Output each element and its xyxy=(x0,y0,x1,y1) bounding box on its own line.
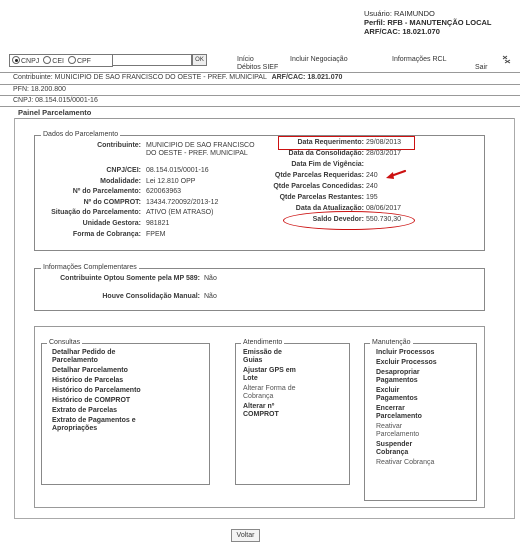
document-number-input[interactable] xyxy=(112,54,192,66)
value-unidade-gestora: 981821 xyxy=(146,220,170,227)
radio-cpf[interactable]: CPF xyxy=(68,56,91,65)
cnpj-line: CNPJ: 08.154.015/0001-16 xyxy=(13,97,98,104)
menu-alterar-comprot[interactable]: Alterar nº COMPROT xyxy=(243,403,279,418)
user-profile: Perfil: RFB - MANUTENÇÃO LOCAL xyxy=(364,18,492,27)
voltar-button[interactable]: Voltar xyxy=(231,529,260,542)
radio-icon[interactable] xyxy=(43,56,51,64)
menu-historico-comprot[interactable]: Histórico de COMPROT xyxy=(52,397,131,404)
red-arrow-icon xyxy=(383,168,407,182)
menu-desapropriar-pagamentos[interactable]: Desapropriar Pagamentos xyxy=(376,369,420,384)
value-forma-cobranca: FPEM xyxy=(146,231,166,238)
label-data-requerimento: Data Requerimento: xyxy=(297,139,364,146)
value-data-consolidacao: 28/03/2017 xyxy=(366,150,402,157)
menu-suspender-cobranca[interactable]: Suspender Cobrança xyxy=(376,441,413,456)
label-forma-cobranca: Forma de Cobrança: xyxy=(72,231,141,238)
contribuinte-line: Contribuinte: MUNICIPIO DE SAO FRANCISCO DO OESTE - PREF. MUNICIPAL ARF/CAC: 18.021.070 xyxy=(13,74,343,81)
label-data-consolidacao: Data da Consolidação: xyxy=(288,150,364,157)
label-optou-mp: Contribuinte Optou Somente pela MP 589: xyxy=(60,275,200,282)
ok-button[interactable]: OK xyxy=(192,54,207,66)
consultas-menu xyxy=(52,349,152,433)
menu-reativar-cobranca: Reativar Cobrança xyxy=(376,459,435,466)
atendimento-menu xyxy=(243,349,303,419)
menu-historico-parcelas[interactable]: Histórico de Parcelas xyxy=(52,377,124,384)
value-data-requerimento: 29/08/2013 xyxy=(366,139,402,146)
menu-extrato-parcelas[interactable]: Extrato de Parcelas xyxy=(52,407,117,414)
label-parcelas-requeridas: Qtde Parcelas Requeridas: xyxy=(274,172,364,179)
manutencao-legend: Manutenção xyxy=(372,339,411,346)
label-unidade-gestora: Unidade Gestora: xyxy=(82,220,141,227)
radio-selected-icon[interactable] xyxy=(12,56,20,64)
menu-detalhar-pedido[interactable]: Detalhar Pedido de Parcelamento xyxy=(52,349,116,364)
label-saldo-devedor: Saldo Devedor: xyxy=(312,216,364,223)
exit-icon[interactable] xyxy=(502,55,511,66)
label-data-atualizacao: Data da Atualização: xyxy=(295,205,364,212)
label-parcelas-restantes: Qtde Parcelas Restantes: xyxy=(279,194,364,201)
manutencao-menu xyxy=(376,349,440,467)
label-contribuinte: Contribuinte: xyxy=(97,142,141,149)
divider xyxy=(0,95,520,96)
divider xyxy=(0,84,520,85)
menu-incluir-processos[interactable]: Incluir Processos xyxy=(376,349,435,356)
value-consolidacao-manual: Não xyxy=(204,293,217,300)
menu-extrato-pagamentos[interactable]: Extrato de Pagamentos e Apropriações xyxy=(52,417,136,432)
menu-ajustar-gps[interactable]: Ajustar GPS em Lote xyxy=(243,367,296,382)
pfn-line: PFN: 18.200.800 xyxy=(13,86,66,93)
label-modalidade: Modalidade: xyxy=(100,178,141,185)
value-data-atualizacao: 08/06/2017 xyxy=(366,205,402,212)
divider xyxy=(0,72,520,73)
atendimento-legend: Atendimento xyxy=(243,339,283,346)
dados-legend: Dados do Parcelamento xyxy=(43,131,119,138)
label-cnpj-cei: CNPJ/CEI: xyxy=(106,167,141,174)
label-num-parcelamento: Nº do Parcelamento: xyxy=(72,188,141,195)
value-parcelas-requeridas: 240 xyxy=(366,172,378,179)
user-arf: ARF/CAC: 18.021.070 xyxy=(364,27,440,36)
nav-informacoes-rcl[interactable]: Informações RCL xyxy=(392,56,447,63)
menu-historico-parcelamento[interactable]: Histórico do Parcelamento xyxy=(52,387,141,394)
value-optou-mp: Não xyxy=(204,275,217,282)
radio-icon[interactable] xyxy=(68,56,76,64)
consultas-legend: Consultas xyxy=(49,339,81,346)
document-type-selector xyxy=(9,54,113,67)
value-modalidade: Lei 12.810 OPP xyxy=(146,178,196,185)
divider xyxy=(0,106,520,107)
menu-excluir-pagamentos[interactable]: Excluir Pagamentos xyxy=(376,387,418,402)
label-situacao: Situação do Parcelamento: xyxy=(51,209,141,216)
menu-excluir-processos[interactable]: Excluir Processos xyxy=(376,359,437,366)
user-name: Usuário: RAIMUNDO xyxy=(364,9,435,18)
label-consolidacao-manual: Houve Consolidação Manual: xyxy=(102,293,200,300)
value-saldo-devedor: 550.730,30 xyxy=(366,216,402,223)
value-contribuinte: MUNICIPIO DE SAO FRANCISCO DO OESTE - PREF. MUNICIPAL xyxy=(146,142,255,157)
menu-encerrar-parcelamento[interactable]: Encerrar Parcelamento xyxy=(376,405,422,420)
nav-inicio-group xyxy=(237,56,278,72)
radio-cei[interactable]: CEI xyxy=(43,56,64,65)
value-num-parcelamento: 620063963 xyxy=(146,188,182,195)
nav-incluir-negociacao[interactable]: Incluir Negociação xyxy=(290,56,348,63)
nav-inicio[interactable]: Início xyxy=(237,56,254,63)
label-data-fim-vigencia: Data Fim de Vigência: xyxy=(291,161,364,168)
radio-cnpj[interactable]: CNPJ xyxy=(12,56,39,65)
nav-debitos-sief[interactable]: Débitos SIEF xyxy=(237,64,279,71)
menu-emissao-guias[interactable]: Emissão de Guias xyxy=(243,349,282,364)
user-info xyxy=(364,9,492,36)
label-comprot: Nº do COMPROT: xyxy=(83,199,141,206)
nav-sair[interactable]: Sair xyxy=(475,64,488,71)
menu-detalhar-parcelamento[interactable]: Detalhar Parcelamento xyxy=(52,367,128,374)
menu-reativar-parcelamento: Reativar Parcelamento xyxy=(376,423,420,438)
value-cnpj-cei: 08.154.015/0001-16 xyxy=(146,167,209,174)
page-title: Painel Parcelamento xyxy=(18,108,92,117)
value-parcelas-concedidas: 240 xyxy=(366,183,378,190)
value-comprot: 13434.720092/2013-12 xyxy=(146,199,219,206)
menu-alterar-forma-cobranca: Alterar Forma de Cobrança xyxy=(243,385,296,400)
complementares-legend: Informações Complementares xyxy=(43,264,137,271)
value-situacao: ATIVO (EM ATRASO) xyxy=(146,209,214,216)
label-parcelas-concedidas: Qtde Parcelas Concedidas: xyxy=(273,183,364,190)
value-parcelas-restantes: 195 xyxy=(366,194,378,201)
